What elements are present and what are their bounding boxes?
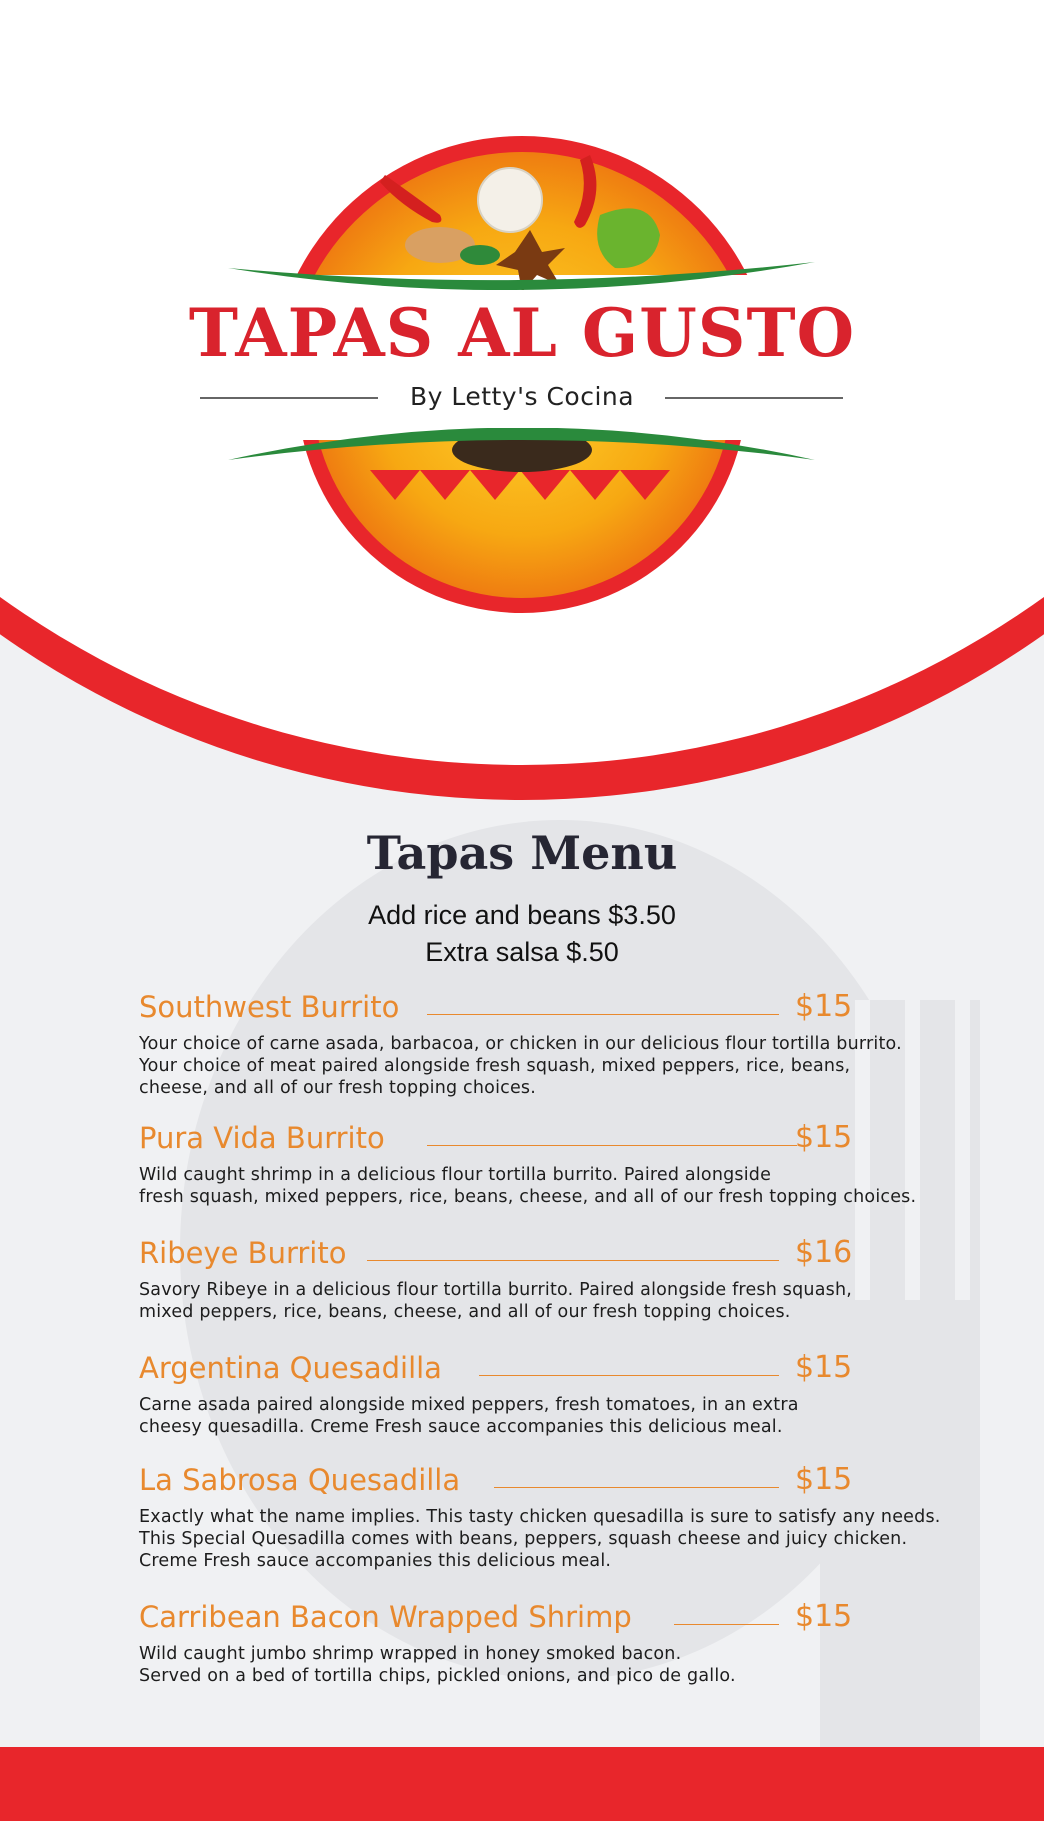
item-description: Savory Ribeye in a delicious flour tortilla burrito. Paired alongside fresh squash, mixed peppers, rice, beans, cheese, and all of our fresh topping choices. xyxy=(139,1280,852,1322)
item-price: $15 xyxy=(795,1350,853,1385)
item-price: $15 xyxy=(795,1462,853,1497)
item-leader-line xyxy=(494,1487,779,1488)
item-leader-line xyxy=(479,1375,779,1376)
item-name: La Sabrosa Quesadilla xyxy=(139,1463,461,1497)
item-leader-line xyxy=(674,1624,779,1625)
item-description: Your choice of carne asada, barbacoa, or chicken in our delicious flour tortilla burrito. Your choice of meat paired alongside fresh squash, mixed peppers, rice, beans, cheese, and all of our fresh topping choices. xyxy=(139,1034,902,1098)
brand-subtitle: By Letty's Cocina xyxy=(409,382,635,411)
item-name: Southwest Burrito xyxy=(139,990,400,1024)
menu-item xyxy=(139,1460,959,1572)
item-name: Pura Vida Burrito xyxy=(139,1121,385,1155)
item-price: $15 xyxy=(795,1599,853,1634)
item-price: $15 xyxy=(795,989,853,1024)
garlic-icon xyxy=(478,168,542,232)
item-name: Ribeye Burrito xyxy=(139,1236,347,1270)
menu-item xyxy=(139,987,959,1099)
herbs-icon xyxy=(460,245,500,265)
item-leader-line xyxy=(367,1260,779,1261)
menu-item xyxy=(139,1233,959,1323)
menu-item xyxy=(139,1118,959,1208)
item-price: $16 xyxy=(795,1235,853,1270)
item-name: Argentina Quesadilla xyxy=(139,1351,442,1385)
menu-note-rice-beans: Add rice and beans $3.50 xyxy=(368,900,676,930)
item-description: Exactly what the name implies. This tasty chicken quesadilla is sure to satisfy any needs. This Special Quesadilla comes with beans, peppers, squash cheese and juicy chicken. Creme Fresh sauce accompanies this delicious meal. xyxy=(139,1507,941,1571)
menu-note-extra-salsa: Extra salsa $.50 xyxy=(425,937,619,967)
item-description: Wild caught shrimp in a delicious flour tortilla burrito. Paired alongside fresh squash, mixed peppers, rice, beans, cheese, and all of our fresh topping choices. xyxy=(139,1165,917,1207)
menu-item xyxy=(139,1348,959,1438)
item-name: Carribean Bacon Wrapped Shrimp xyxy=(139,1600,632,1634)
item-price: $15 xyxy=(795,1120,853,1155)
item-leader-line xyxy=(427,1014,779,1015)
item-description: Wild caught jumbo shrimp wrapped in honey smoked bacon. Served on a bed of tortilla chips, pickled onions, and pico de gallo. xyxy=(139,1644,736,1686)
item-description: Carne asada paired alongside mixed peppers, fresh tomatoes, in an extra cheesy quesadilla. Creme Fresh sauce accompanies this delicious meal. xyxy=(139,1395,799,1437)
menu-heading: Tapas Menu xyxy=(366,826,678,880)
menu-item xyxy=(139,1597,959,1687)
brand-title: TAPAS AL GUSTO xyxy=(188,294,856,372)
item-leader-line xyxy=(427,1145,797,1146)
footer-bar xyxy=(0,1747,1044,1821)
